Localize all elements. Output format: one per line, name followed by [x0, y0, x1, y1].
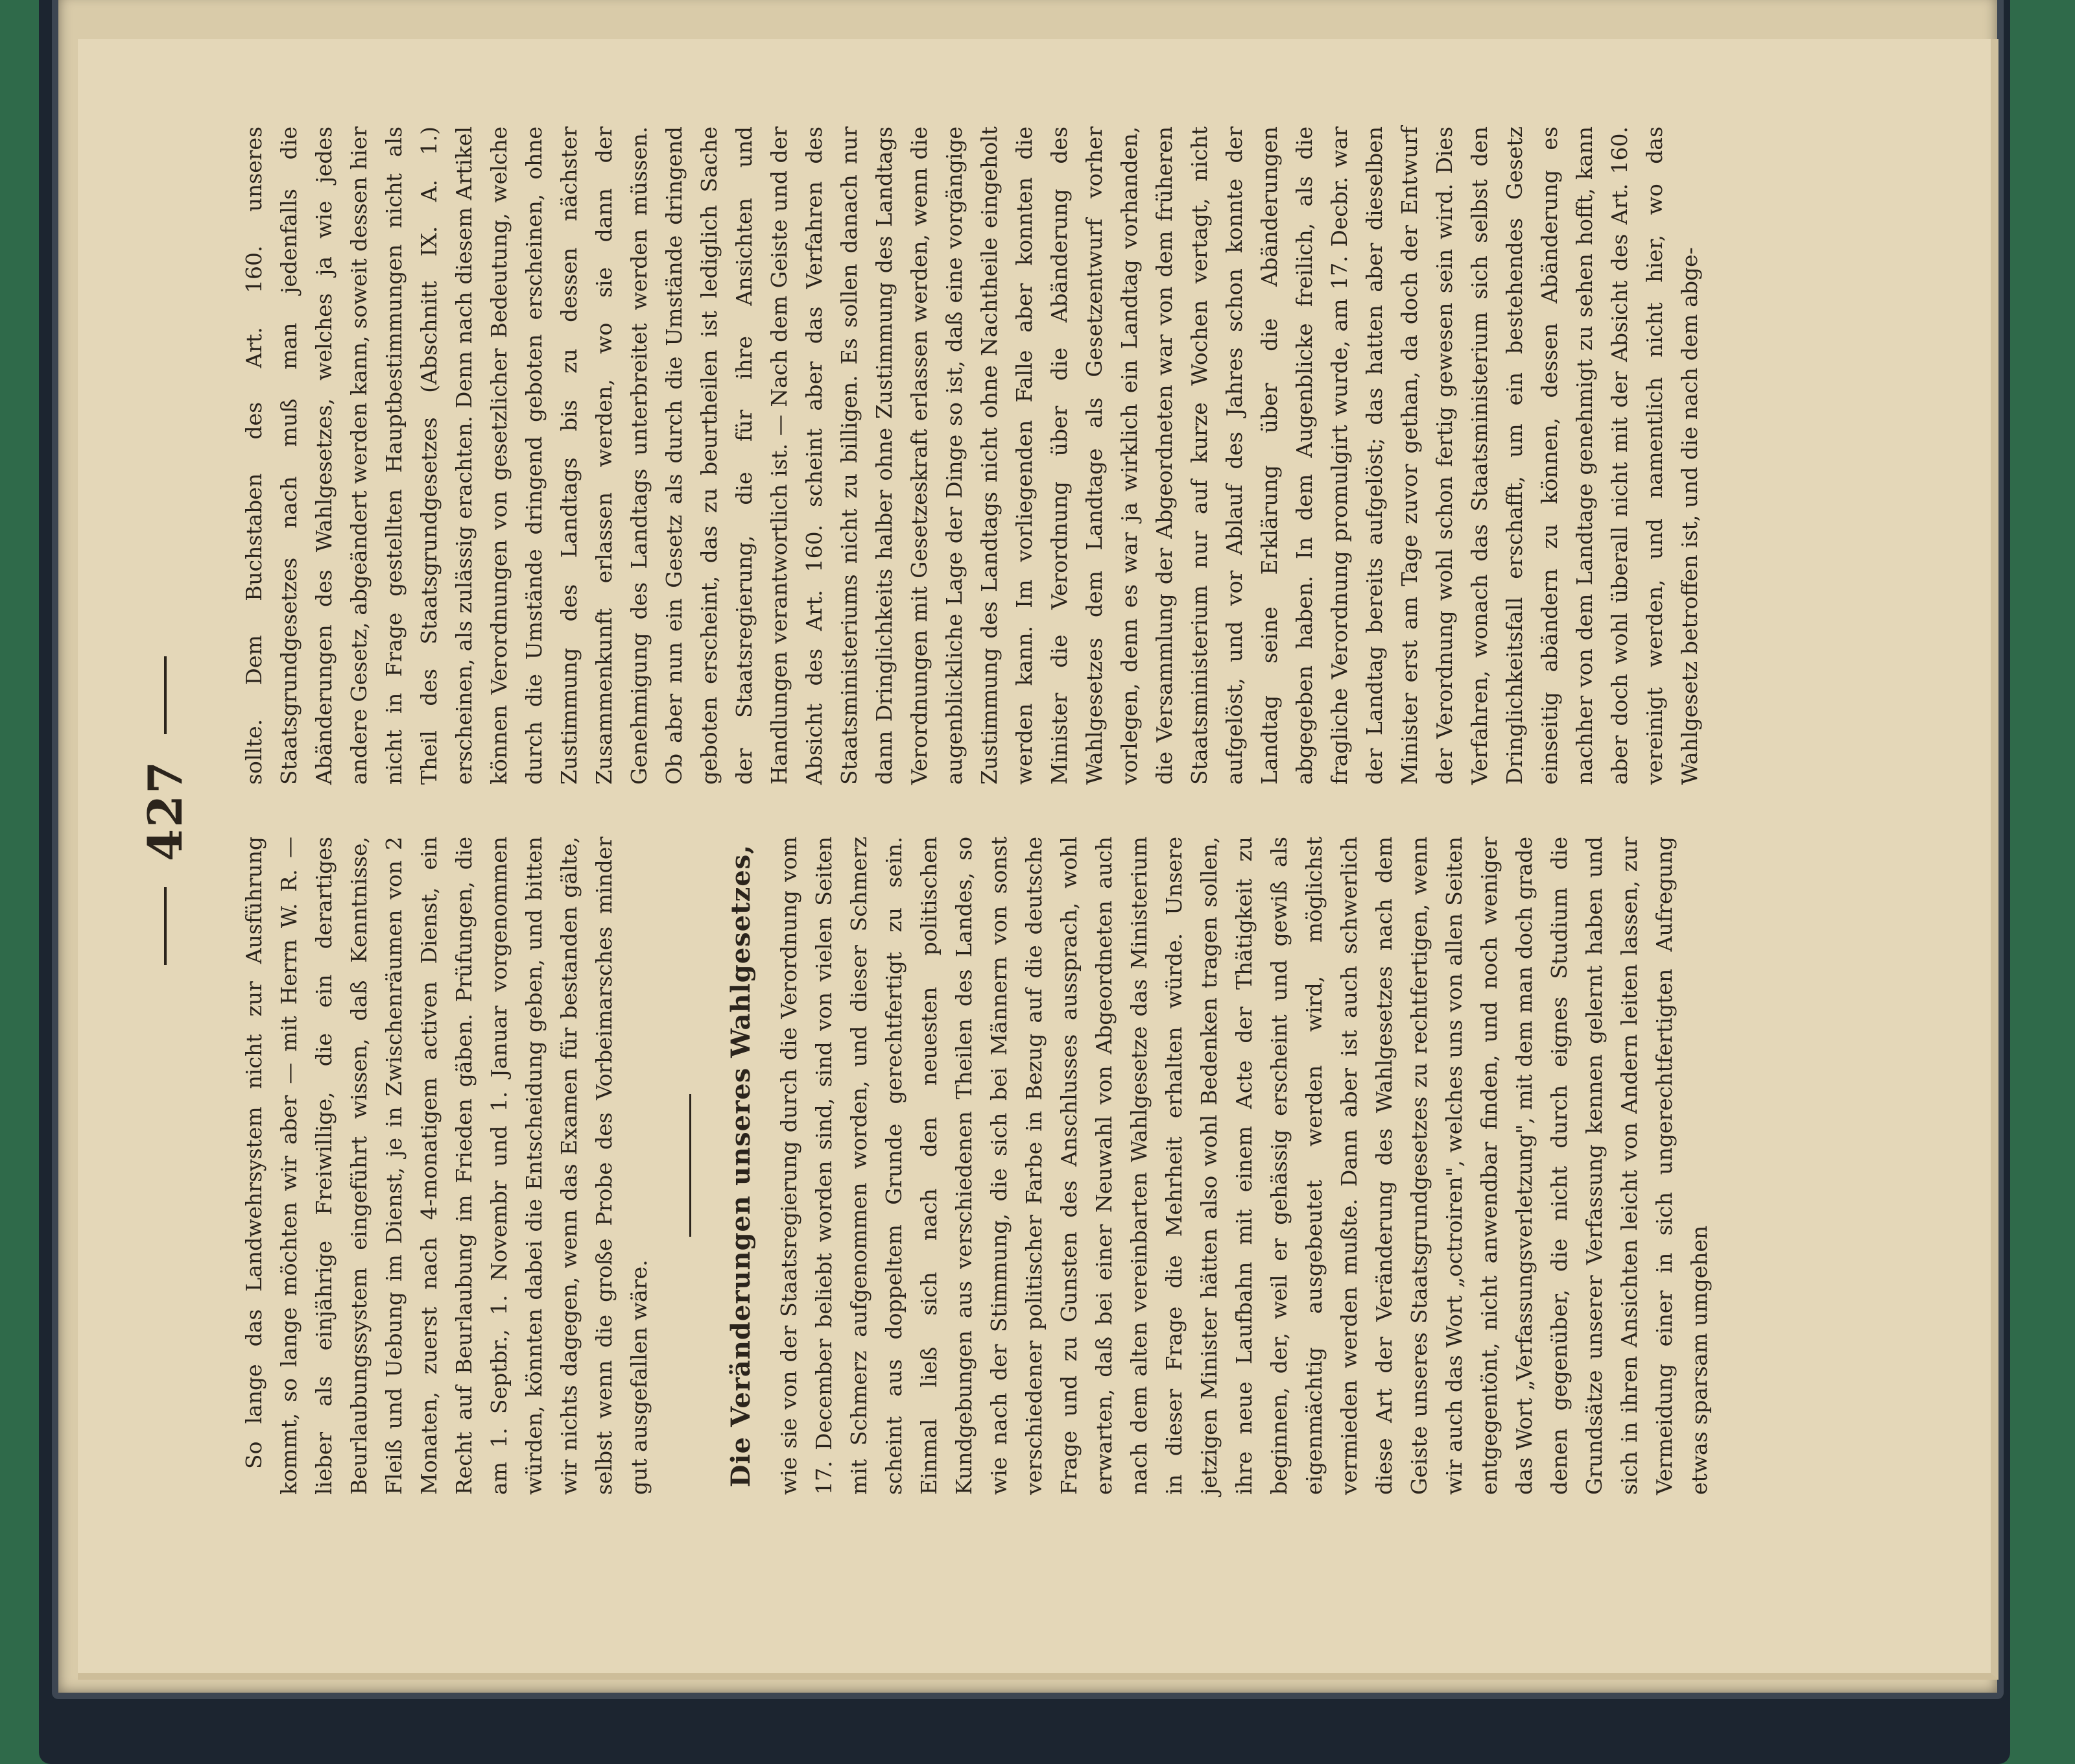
left-column [237, 837, 1717, 1495]
paragraph-wahlgesetz: wie sie von der Staatsregierung durch die Verordnung vom 17. December beliebt worden sind, sind von vielen Seiten mit Schmerz aufgenommen worden, und dieser Schmerz scheint aus doppeltem Grunde gerechtfertigt zu sein. Einmal ließ sich nach den neuesten politischen Kundgebungen aus verschiedenen Theilen des Landes, so wie nach der Stimmung, die sich bei Männern von sonst verschiedener politischer Farbe in Bezug auf die deutsche Frage und zu Gunsten des Anschlusses aussprach, wohl erwarten, daß bei einer Neuwahl von Abgeordneten auch nach dem alten vereinbarten Wahlgesetze das Ministerium in dieser Frage die Mehrheit erhalten würde. Unsere jetzigen Minister hätten also wohl Bedenken tragen sollen, ihre neue Laufbahn mit einem Acte der Thätigkeit zu beginnen, der, weil er gehässig erscheint und gewiß als eigenmächtig ausgebeutet werden wird, möglichst vermieden werden mußte. Dann aber ist auch schwerlich diese Art der Veränderung des Wahlgesetzes nach dem Geiste unseres Staatsgrundgesetzes zu rechtfertigen, wenn wir auch das Wort „octroiren", welches uns von allen Seiten entgegentönt, nicht anwendbar finden, und noch weniger das Wort „Verfassungsverletzung", mit dem man doch grade denen gegenüber, die nicht durch eignes Studium die Grundsätze unserer Verfassung kennen gelernt haben und sich in ihren Ansichten leicht von Andern leiten lassen, zur Vermeidung einer in sich ungerechtfertigten Aufregung etwas sparsam umgehen [776, 837, 1712, 1495]
page-header [133, 126, 198, 1495]
paragraph-art-160: sollte. Dem Buchstaben des Art. 160. unseres Staatsgrundgesetzes nach muß man jedenfalls die Abänderungen des Wahlgesetzes, welches ja wie jedes andere Gesetz, abgeändert werden kann, soweit dessen hier nicht in Frage gestellten Hauptbestimmungen nicht als Theil des Staatsgrundgesetzes (Abschnitt IX. A. 1.) erscheinen, als zulässig erachten. Denn nach diesem Artikel können Verordnungen von gesetzlicher Bedeutung, welche durch die Umstände dringend geboten erscheinen, ohne Zustimmung des Landtags bis zu dessen nächster Zusammenkunft erlassen werden, wo sie dann der Genehmigung des Landtags unterbreitet werden müssen. Ob aber nun ein Gesetz als durch die Umstände dringend geboten erscheint, das zu beurtheilen ist lediglich Sache der Staatsregierung, die für ihre Ansichten und Handlungen verantwortlich ist. — Nach dem Geiste und der Absicht des Art. 160. scheint aber das Verfahren des Staatsministeriums nicht zu billigen. Es sollen danach nur dann Dringlichkeits halber ohne Zustimmung des Landtags Verordnungen mit Gesetzeskraft erlassen werden, wenn die augenblickliche Lage der Dinge so ist, daß eine vorgängige Zustimmung des Landtags nicht ohne Nachtheile eingeholt werden kann. Im vorliegenden Falle aber konnten die Minister die Verordnung über die Abänderung des Wahlgesetzes dem Landtage als Gesetzentwurf vorher vorlegen, denn es war ja wirklich ein Landtag vorhanden, die Versammlung der Abgeordneten war von dem früheren Staatsministerium nur auf kurze Wochen vertagt, nicht aufgelöst, und vor Ablauf des Jahres schon konnte der Landtag seine Erklärung über die Abänderungen abgegeben haben. In dem Augenblicke freilich, als die fragliche Verordnung promulgirt wurde, am 17. Decbr. war der Landtag bereits aufgelöst; das hatten aber dieselben Minister erst am Tage zuvor gethan, da doch der Entwurf der Verordnung wohl schon fertig gewesen sein wird. Dies Verfahren, wonach das Staatsministerium sich selbst den Dringlichkeitsfall erschafft, um ein bestehendes Gesetz einseitig abändern zu können, dessen Abänderung es nachher von dem Landtage genehmigt zu sehen hofft, kann aber doch wohl überall nicht mit der Absicht des Art. 160. vereinigt werden, und namentlich nicht hier, wo das Wahlgesetz betroffen ist, und die nach dem abge- [241, 126, 1702, 785]
section-divider [689, 1095, 691, 1237]
page-number: 427 [137, 759, 193, 862]
header-rule-left [164, 887, 167, 965]
right-column [237, 126, 1717, 785]
text-columns [237, 126, 1717, 1495]
section-heading: Die Veränderungen unseres Wahlgesetzes, [726, 844, 756, 1488]
book-page [97, 62, 1842, 1592]
rotated-page [97, 62, 1842, 1592]
header-rule-right [164, 656, 167, 734]
paragraph-landwehr: So lange das Landwehrsystem nicht zur Ausführung kommt, so lange möchten wir aber — mit Herrn W. R. — lieber als einjährige Freiwillige, die ein derartiges Beurlaubungssystem eingeführt wissen, daß Kenntnisse, Fleiß und Uebung im Dienst, je in Zwischenräumen von 2 Monaten, zuerst nach 4-monatigem activen Dienst, ein Recht auf Beurlaubung im Frieden gäben. Prüfungen, die am 1. Septbr., 1. Novembr und 1. Januar vorgenommen würden, könnten dabei die Entscheidung geben, und bitten wir nichts dagegen, wenn das Examen für bestanden gälte, selbst wenn die große Probe des Vorbeimarsches minder gut ausgefallen wäre. [241, 837, 652, 1495]
